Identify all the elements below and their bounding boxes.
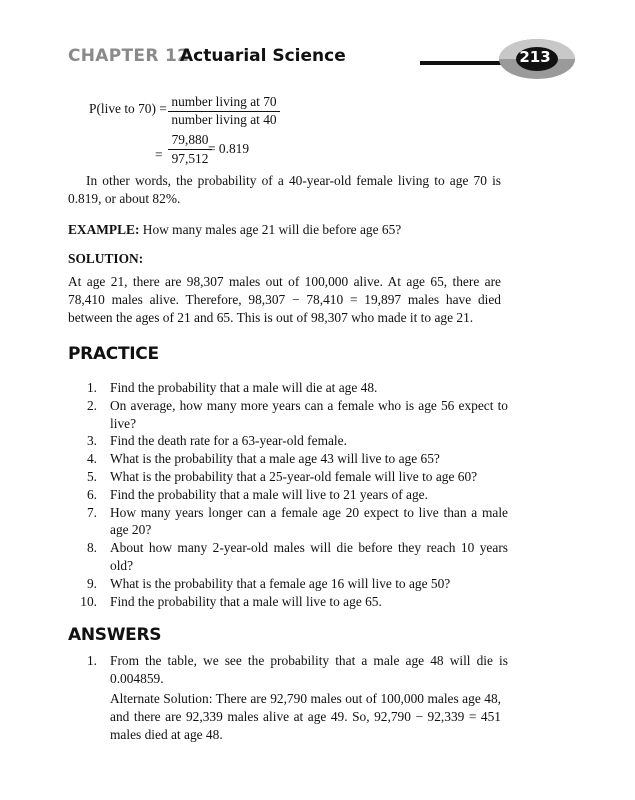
practice-heading: PRACTICE [68, 344, 159, 364]
fraction-numerator-text: number living at 70 [171, 94, 277, 109]
solution-text: At age 21, there are 98,307 males out of 100,000 alive. At age 65, there are 78,410 males alive. Therefore, 98,307 − 78,410 = 19,897 males have died between the ages of 21 and 65. This is out of 98,307 who made it to age 21. [68, 274, 501, 325]
fraction-denominator-value: 97,512 [171, 151, 209, 166]
list-item: 8. About how many 2-year-old males will die before they reach 10 years old? [86, 540, 508, 573]
list-item: 3. Find the death rate for a 63-year-old female. [86, 433, 347, 449]
list-item: 7. How many years longer can a female age 20 expect to live than a male age 20? [86, 504, 508, 538]
chapter-title: Actuarial Science [180, 46, 346, 66]
list-item: 10. Find the probability that a male will live to age 65. [80, 593, 382, 609]
list-item: 6. Find the probability that a male will live to 21 years of age. [86, 486, 428, 502]
list-item: 2. On average, how many more years can a female who is age 56 expect to live? [86, 397, 508, 431]
list-item: 5. What is the probability that a 25-year-old female will live to age 60? [86, 468, 478, 484]
chapter-label: CHAPTER 12 [68, 46, 190, 66]
list-item: 1. Find the probability that a male will die at age 48. [86, 380, 378, 395]
example-text: How many males age 21 will die before age 65? [142, 222, 402, 237]
equation-result: = 0.819 [208, 141, 250, 156]
list-item: 4. What is the probability that a male age 43 will live to age 65? [86, 451, 440, 467]
solution-label: SOLUTION: [68, 251, 144, 266]
practice-list [68, 379, 508, 610]
equals-sign: = [155, 147, 163, 162]
answers-heading: ANSWERS [68, 625, 162, 645]
alternate-solution: Alternate Solution: There are 92,790 males out of 100,000 males age 48, and there are 92,339 males alive at age 49. So, 92,790 − 92,339 = 451 males died at age 48. [110, 691, 501, 742]
page-number: 213 [519, 48, 551, 66]
intro-paragraph: In other words, the probability of a 40-year-old female living to age 70 is 0.819, or about 82%. [68, 173, 501, 206]
list-item: 1. From the table, we see the probability that a male age 48 will die is 0.004859. [86, 653, 508, 686]
list-item: 9. What is the probability that a female age 16 will live to age 50? [86, 575, 451, 591]
fraction-numerator-value: 79,880 [171, 132, 209, 147]
fraction-denominator-text: number living at 40 [171, 112, 277, 127]
example-line [68, 221, 501, 239]
answers-list [68, 652, 508, 688]
equation-label: P(live to 70) = [89, 101, 167, 116]
example-label: EXAMPLE: [68, 222, 140, 237]
